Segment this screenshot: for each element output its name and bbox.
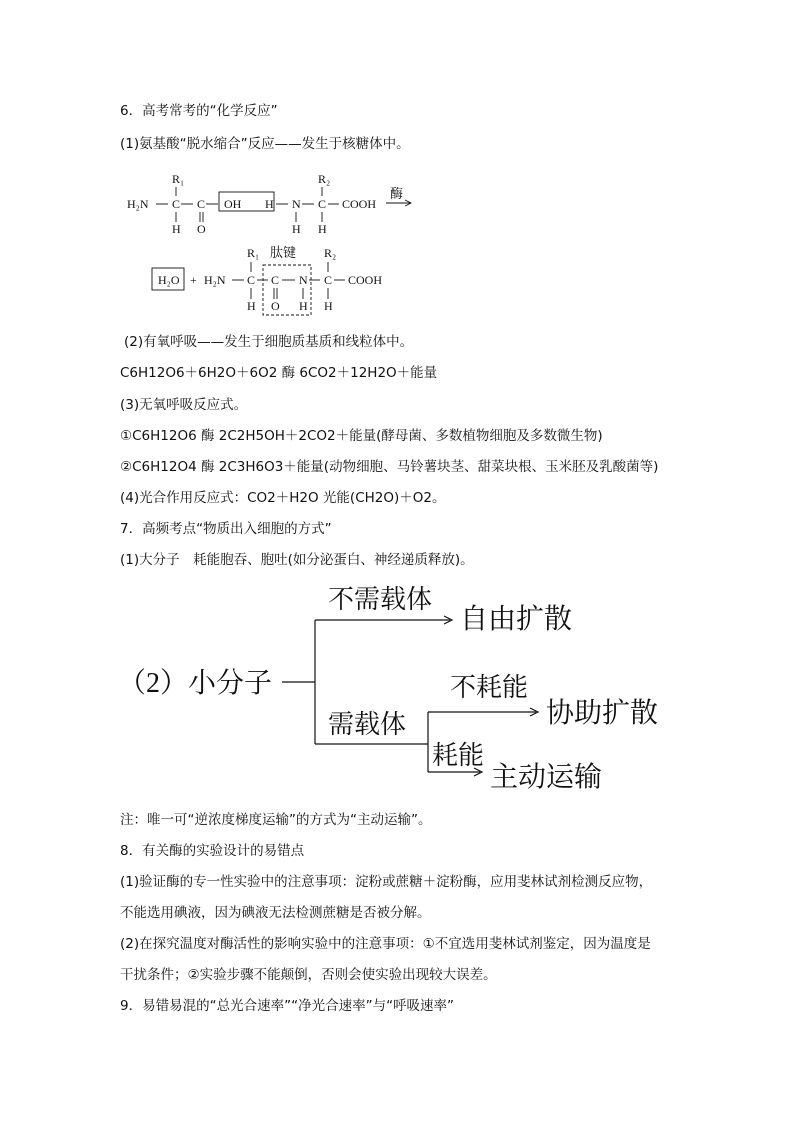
svg-text:C: C [318,197,327,211]
transport-diagram [110,578,690,800]
facilitated-diffusion-label: 协助扩散 [546,698,659,729]
paragraph-specificity-a: (1)验证酶的专一性实验中的注意事项：淀粉或蔗糖＋淀粉酶，应用斐林试剂检测反应物， [120,874,653,890]
peptide-bond-label: 肽键 [270,245,297,260]
svg-text:C: C [172,197,181,211]
dehydration-reaction-eq1 [120,168,430,240]
svg-text:H: H [318,222,327,236]
paragraph-temperature-b: 干扰条件；②实验步骤不能颠倒，否则会使实验出现较大误差。 [120,967,497,983]
svg-text:C: C [324,273,333,287]
svg-text:H: H [247,299,256,313]
dehydration-reaction-eq2 [120,242,410,317]
svg-text:C: C [247,273,256,287]
paragraph-temperature-a: (2)在探究温度对酶活性的影响实验中的注意事项：①不宜选用斐林试剂鉴定，因为温度是 [120,936,651,952]
anaerobic-equation-b: ②C6H12O4 酶 2C3H6O3＋能量(动物细胞、马铃薯块茎、甜菜块根、玉米胚及乳酸菌等) [120,459,659,475]
paragraph-anaerobic: (3)无氧呼吸反应式。 [120,397,248,413]
section-6-heading: 6．高考常考的“化学反应” [120,103,278,119]
svg-text:C: C [271,273,280,287]
energy-label: 耗能 [432,741,485,770]
svg-text:H: H [292,222,301,236]
section-7-heading: 7．高频考点“物质出入细胞的方式” [120,521,332,537]
aerobic-equation: C6H12O6＋6H2O＋6O2 酶 6CO2＋12H2O＋能量 [120,365,438,381]
svg-text:O: O [271,299,280,313]
h-boxed: H [265,197,274,211]
active-transport-label: 主动运输 [490,762,603,793]
enzyme-label: 酶 [390,186,404,201]
paragraph-specificity-b: 不能选用碘液，因为碘液无法检测蔗糖是否被分解。 [120,905,431,921]
r2-label: R₂ [318,172,331,186]
paragraph-macromolecule: (1)大分子 耗能胞吞、胞吐(如分泌蛋白、神经递质释放)。 [120,552,474,568]
h2n-left: H₂N [127,197,149,211]
paragraph-aerobic: (2)有氧呼吸——发生于细胞质基质和线粒体中。 [124,334,414,350]
svg-text:H: H [172,222,181,236]
section-9-heading: 9．易错易混的“总光合速率”“净光合速率”与“呼吸速率” [120,998,455,1014]
r1-label: R₁ [172,172,185,186]
svg-text:COOH: COOH [348,273,383,287]
svg-text:R₂: R₂ [324,246,337,260]
svg-text:N: N [292,197,301,211]
svg-text:H₂N: H₂N [204,273,226,287]
svg-text:N: N [299,273,308,287]
need-carrier-label: 需载体 [328,710,407,739]
h2o-product: H₂O [158,273,180,287]
photosynthesis-equation: (4)光合作用反应式：CO2＋H2O 光能(CH2O)＋O2。 [120,490,446,506]
svg-text:C: C [197,197,206,211]
small-molecule-label: （2）小分子 [118,668,273,699]
free-diffusion-label: 自由扩散 [460,604,573,635]
svg-text:+: + [190,273,197,287]
no-carrier-label: 不需载体 [328,585,433,614]
transport-note: 注：唯一可“逆浓度梯度运输”的方式为“主动运输”。 [120,812,432,828]
oh-group: OH [224,197,242,211]
section-8-heading: 8．有关酶的实验设计的易错点 [120,843,305,859]
anaerobic-equation-a: ①C6H12O6 酶 2C2H5OH＋2CO2＋能量(酵母菌、多数植物细胞及多数微生物) [120,428,603,444]
svg-text:O: O [197,222,206,236]
svg-text:H: H [324,299,333,313]
paragraph-dehydration: (1)氨基酸“脱水缩合”反应——发生于核糖体中。 [120,136,410,152]
cooh-group: COOH [342,197,377,211]
no-energy-label: 不耗能 [450,673,529,702]
svg-text:H: H [299,299,308,313]
svg-text:R₁: R₁ [247,246,260,260]
